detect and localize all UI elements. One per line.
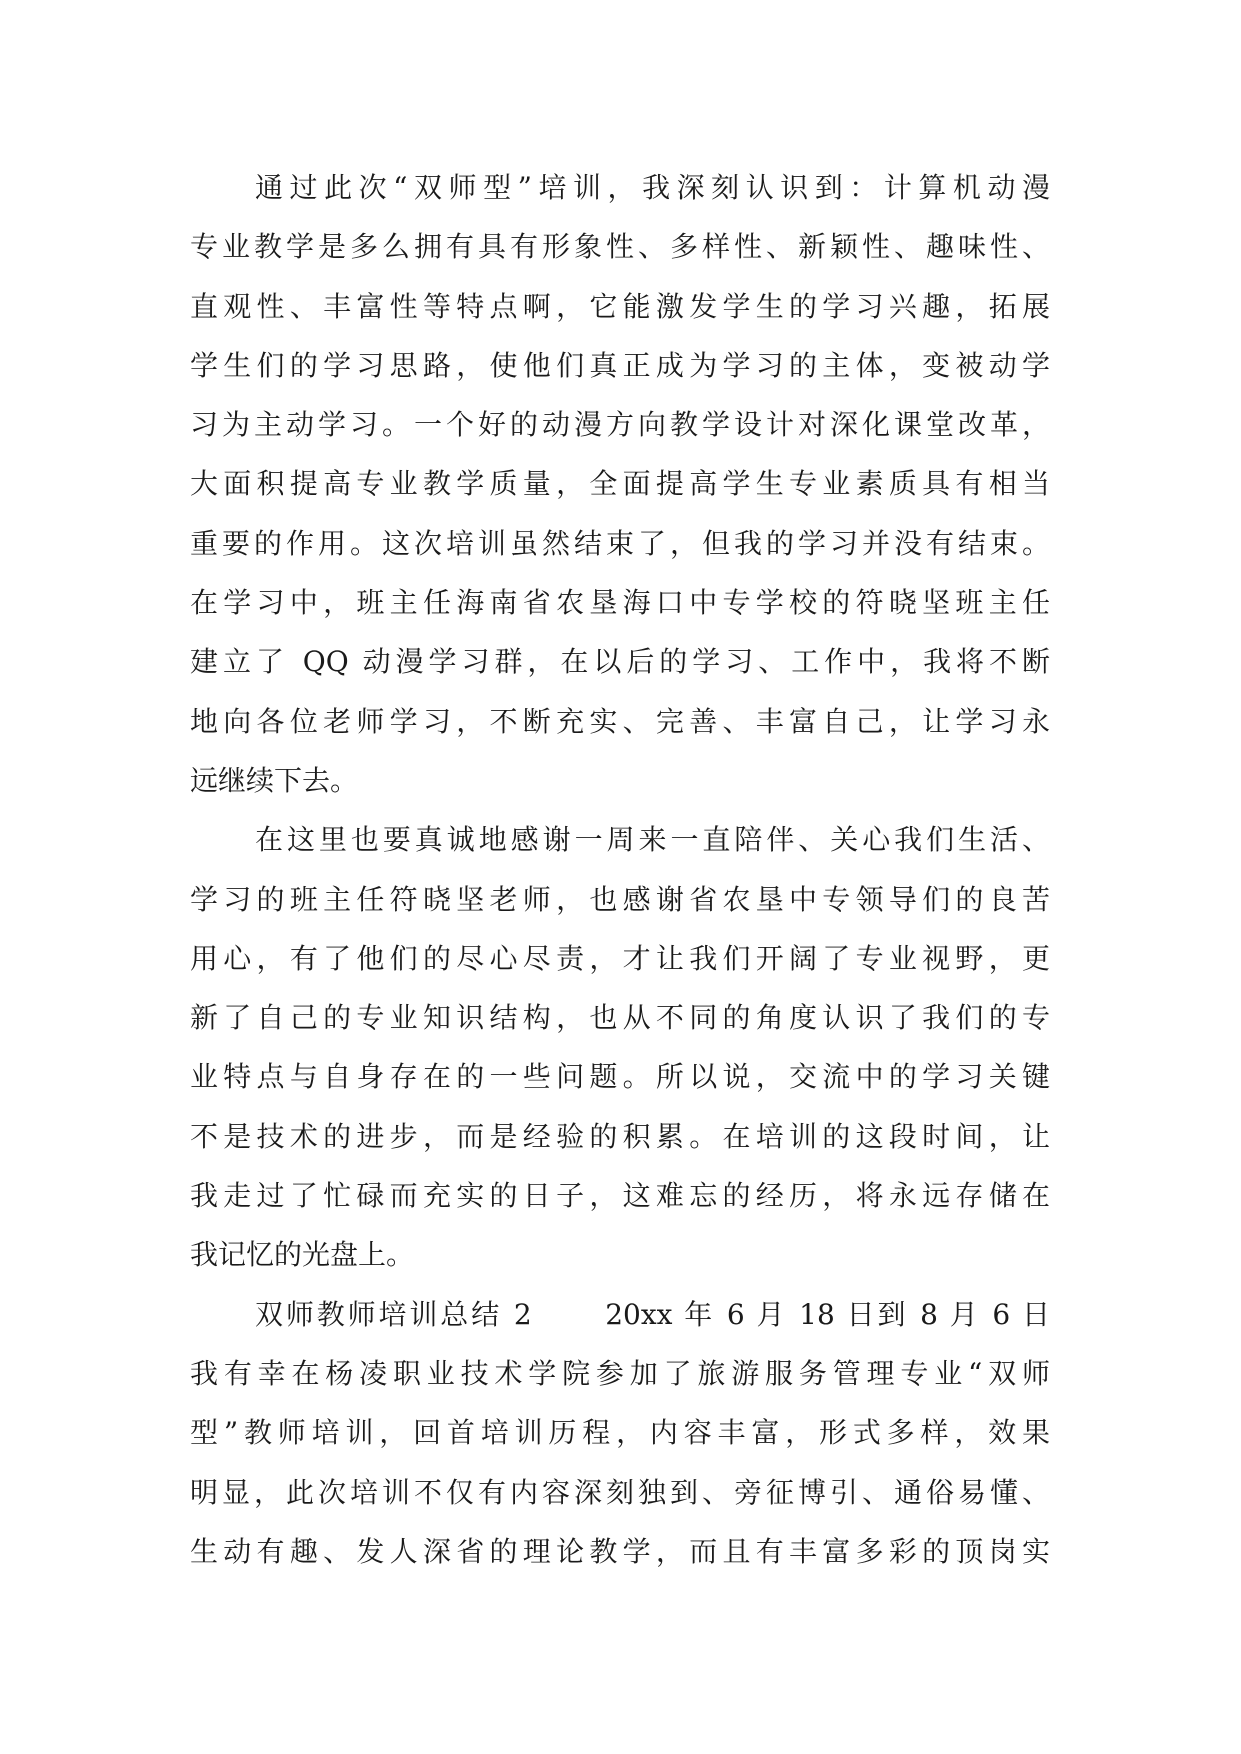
text-line: 在这里也要真诚地感谢一周来一直陪伴、关心我们生活、 (255, 823, 1050, 857)
text-line: 新了自己的专业知识结构，也从不同的角度认识了我们的专 (190, 1001, 1050, 1035)
text-line: 习为主动学习。一个好的动漫方向教学设计对深化课堂改革， (190, 408, 1050, 442)
text-line: 建立了 QQ 动漫学习群，在以后的学习、工作中，我将不断 (190, 645, 1050, 679)
text-line: 地向各位老师学习，不断充实、完善、丰富自己，让学习永 (190, 704, 1050, 738)
text-line: 明显，此次培训不仅有内容深刻独到、旁征博引、通俗易懂、 (190, 1475, 1050, 1509)
text-line: 我走过了忙碌而充实的日子，这难忘的经历，将永远存储在 (190, 1179, 1050, 1213)
text-line: 双师教师培训总结 2 20xx 年 6 月 18 日到 8 月 6 日 (255, 1297, 1050, 1331)
text-line: 用心，有了他们的尽心尽责，才让我们开阔了专业视野，更 (190, 941, 1050, 975)
text-line: 重要的作用。这次培训虽然结束了，但我的学习并没有结束。 (190, 526, 1050, 560)
text-line: 通过此次“双师型”培训，我深刻认识到：计算机动漫 (255, 171, 1050, 204)
text-line: 直观性、丰富性等特点啊，它能激发学生的学习兴趣，拓展 (190, 289, 1050, 323)
text-line: 专业教学是多么拥有具有形象性、多样性、新颖性、趣味性、 (190, 230, 1050, 264)
paragraph (190, 158, 1050, 810)
text-line: 生动有趣、发人深省的理论教学，而且有丰富多彩的顶岗实 (190, 1534, 1050, 1568)
text-line: 学生们的学习思路，使他们真正成为学习的主体，变被动学 (190, 348, 1050, 382)
text-line: 大面积提高专业教学质量，全面提高学生专业素质具有相当 (190, 467, 1050, 501)
text-line: 学习的班主任符晓坚老师，也感谢省农垦中专领导们的良苦 (190, 882, 1050, 916)
document-body (190, 158, 1050, 1581)
paragraph (190, 1285, 1050, 1581)
paragraph (190, 810, 1050, 1284)
text-line: 不是技术的进步，而是经验的积累。在培训的这段时间，让 (190, 1119, 1050, 1153)
text-line: 在学习中，班主任海南省农垦海口中专学校的符晓坚班主任 (190, 586, 1050, 620)
text-line: 业特点与自身存在的一些问题。所以说，交流中的学习关键 (190, 1060, 1050, 1094)
text-line: 我记忆的光盘上。 (190, 1238, 415, 1272)
text-line: 远继续下去。 (190, 763, 359, 797)
text-line: 我有幸在杨凌职业技术学院参加了旅游服务管理专业“双师 (190, 1356, 1050, 1390)
text-line: 型”教师培训，回首培训历程，内容丰富，形式多样，效果 (190, 1416, 1050, 1450)
